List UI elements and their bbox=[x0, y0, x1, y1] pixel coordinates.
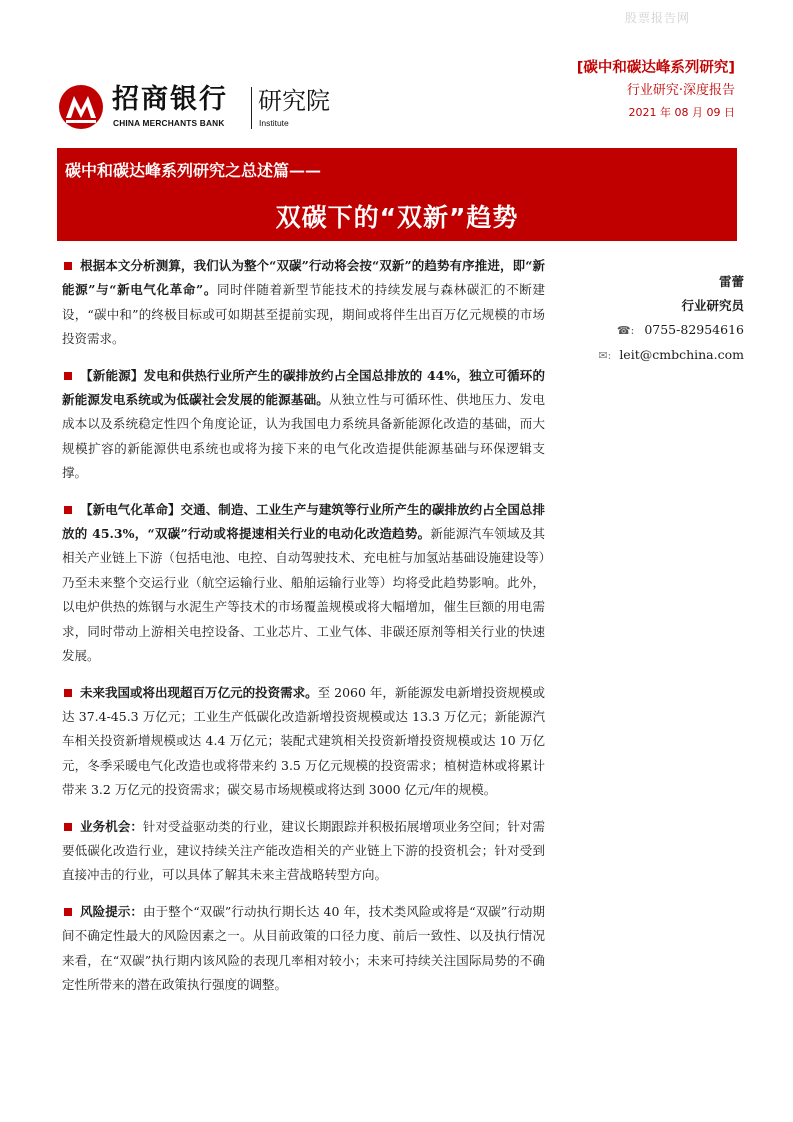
author-phone bbox=[598, 318, 744, 343]
paragraph-lead: 根据本文分析测算，我们认为整个“双碳”行动将会按“双新”的趋势有序推进，即“新能源”与“新电气化革命”。 bbox=[62, 258, 545, 298]
phone-icon: ☎: bbox=[616, 324, 635, 337]
report-date: 2021 年 08 月 09 日 bbox=[628, 106, 735, 119]
paragraph-text: 同时伴随着新型节能技术的持续发展与森林碳汇的不断建设，“碳中和”的终极目标或可如期甚至提前实现，期间或将伴生出百万亿元规模的市场投资需求。 bbox=[62, 282, 545, 347]
logo-divider bbox=[251, 87, 252, 129]
banner-subtitle: 碳中和碳达峰系列研究之总述篇—— bbox=[65, 161, 322, 180]
summary-paragraph bbox=[62, 681, 545, 803]
email-address[interactable]: leit@cmbchina.com bbox=[619, 347, 744, 362]
banner-title: 双碳下的“双新”趋势 bbox=[275, 203, 519, 232]
bullet-square-icon bbox=[64, 823, 72, 831]
report-type: 行业研究·深度报告 bbox=[626, 83, 735, 98]
paragraph-lead: 风险提示： bbox=[80, 903, 143, 919]
paragraph-lead: 业务机会： bbox=[80, 818, 143, 834]
paragraph-text: 新能源汽车领域及其相关产业链上下游（包括电池、电控、自动驾驶技术、充电桩与加氢站基础设施建设等）乃至未来整个交运行业（航空运输行业、船舶运输行业等）均将受此趋势影响。此外，以电炉供热的炼钢与水泥生产等技术的市场覆盖规模或将大幅增加，催生巨额的用电需求，同时带动上游相关电控设备、工业芯片、工业气体、非碳还原剂等相关行业的快速发展。 bbox=[62, 526, 545, 664]
watermark: 股票报告网 bbox=[625, 11, 691, 25]
logo-institute-en: Institute bbox=[259, 118, 289, 128]
bullet-square-icon bbox=[64, 506, 72, 514]
summary-paragraph bbox=[62, 900, 545, 998]
paragraph-lead: 未来我国或将出现超百万亿元的投资需求。 bbox=[80, 684, 318, 700]
logo-name-en: CHINA MERCHANTS BANK bbox=[113, 118, 225, 128]
paragraph-lead: 【新能源】发电和供热行业所产生的碳排放约占全国总排放的 44%，独立可循环的新能源发电系统或为低碳社会发展的能源基础。 bbox=[62, 367, 545, 408]
mail-icon: ✉: bbox=[598, 349, 612, 362]
summary-paragraph bbox=[62, 254, 545, 352]
bullet-square-icon bbox=[64, 689, 72, 697]
summary-paragraph bbox=[62, 815, 545, 888]
author-email bbox=[598, 343, 744, 368]
paragraph-text: 从独立性与可循环性、供地压力、发电成本以及系统稳定性四个角度论证，认为我国电力系统具备新能源化改造的基础，而大规模扩容的新能源供电系统也或将为接下来的电气化改造提供能源基础与环保逻辑支撑。 bbox=[62, 392, 545, 481]
paragraph-text: 至 2060 年，新能源发电新增投资规模或达 37.4-45.3 万亿元；工业生产低碳化改造新增投资规模或达 13.3 万亿元；新能源汽车相关投资新增规模或达 4.4 万亿元；装配式建筑相关投资新增投资规模或达 10 万亿元，冬季采暖电气化改造也或将带来约 3.5 万亿元规模的投资需求；植树造林或将累计带来 3.2 万亿元的投资需求；碳交易市场规模或将达到 3000 亿元/年的规模。 bbox=[62, 684, 545, 798]
logo bbox=[58, 84, 348, 134]
cmb-logo-icon bbox=[58, 84, 104, 130]
phone-number: 0755-82954616 bbox=[644, 322, 744, 337]
paragraph-text: 针对受益驱动类的行业，建议长期跟踪并积极拓展增项业务空间；针对需要低碳化改造行业，建议持续关注产能改造相关的产业链上下游的投资机会；针对受到直接冲击的行业，可以具体了解其未来主营战略转型方向。 bbox=[62, 818, 545, 883]
paragraph-lead: 【新电气化革命】交通、制造、工业生产与建筑等行业所产生的碳排放约占全国总排放的 45.3%，“双碳”行动或将提速相关行业的电动化改造趋势。 bbox=[62, 501, 545, 542]
author-role: 行业研究员 bbox=[681, 298, 744, 313]
author-sidebar bbox=[598, 270, 744, 368]
summary-paragraph bbox=[62, 498, 545, 669]
title-banner bbox=[57, 148, 737, 241]
author-name: 雷蕾 bbox=[718, 274, 744, 289]
summary-body bbox=[62, 254, 545, 1009]
bullet-square-icon bbox=[64, 908, 72, 916]
report-header bbox=[577, 58, 735, 122]
logo-institute-cn: 研究院 bbox=[258, 87, 330, 115]
bullet-square-icon bbox=[64, 372, 72, 380]
series-title: [碳中和碳达峰系列研究] bbox=[576, 60, 735, 76]
bullet-square-icon bbox=[64, 262, 72, 270]
summary-paragraph bbox=[62, 364, 545, 486]
paragraph-text: 由于整个“双碳”行动执行期长达 40 年，技术类风险或将是“双碳”行动期间不确定性最大的风险因素之一。从目前政策的口径力度、前后一致性、以及执行情况来看，在“双碳”执行期内该风险的表现几率相对较小；未来可持续关注国际局势的不确定性所带来的潜在政策执行强度的调整。 bbox=[62, 903, 545, 992]
logo-name-cn: 招商银行 bbox=[112, 84, 228, 115]
